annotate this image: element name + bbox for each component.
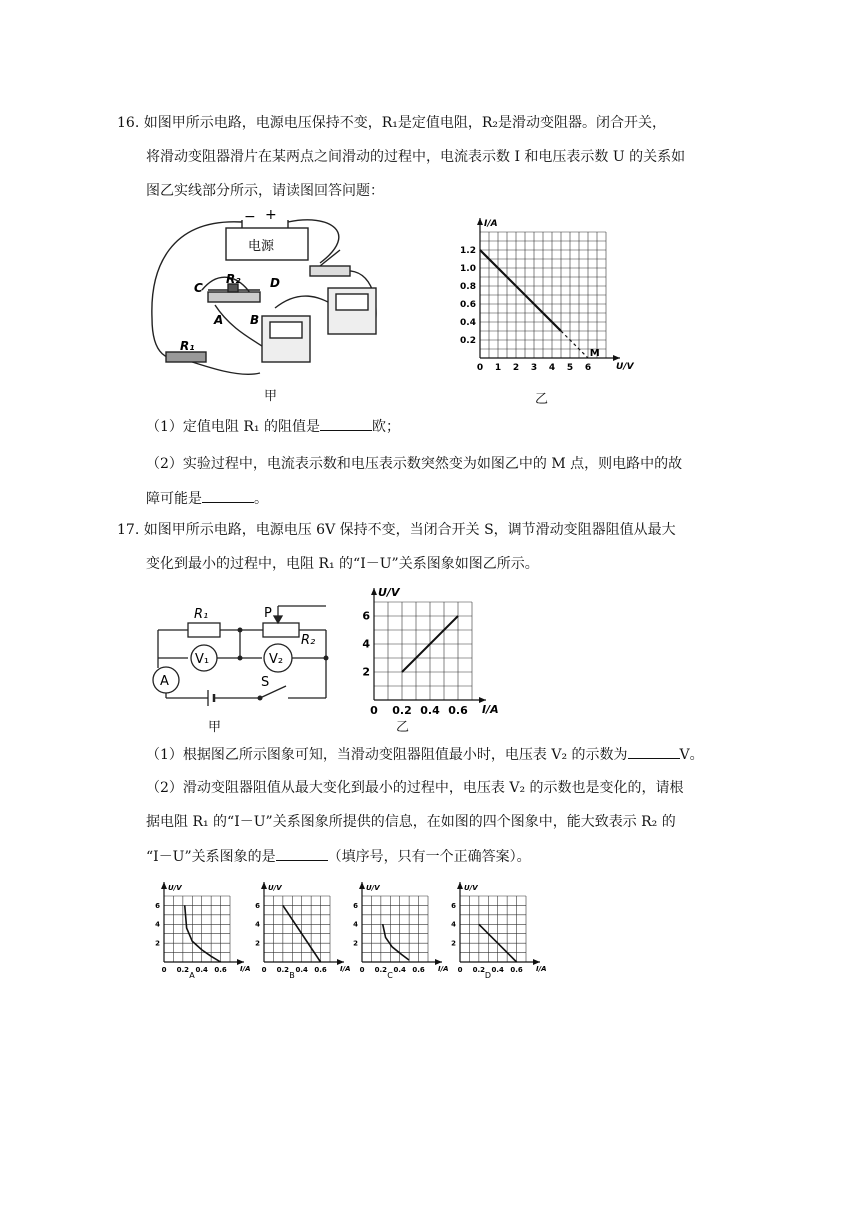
x-tick-label: 0.4 <box>393 966 406 974</box>
y-tick-label: 4 <box>255 920 260 929</box>
q16-sub2-line1: （2）实验过程中，电流表示数和电压表示数突然变为如图乙中的 M 点，则电路中的故 <box>146 456 683 472</box>
y-tick-label: 4 <box>362 637 370 651</box>
label-R1: R₁ <box>180 339 195 353</box>
x-axis-label: I/A <box>240 965 251 973</box>
y-axis-arrow <box>261 882 267 889</box>
x-tick-label: 0.2 <box>276 966 290 974</box>
option-label: A <box>189 971 195 980</box>
option-chart-c[interactable] <box>348 872 449 982</box>
y-tick-label: 4 <box>451 920 456 929</box>
q16-sub1: （1）定值电阻 R₁ 的阻值是 欧； <box>146 416 400 437</box>
y-tick-label: 6 <box>451 901 456 910</box>
q17-caption-jia: 甲 <box>208 720 222 735</box>
x-axis-label: U/V <box>616 362 634 372</box>
y-axis-arrow <box>477 218 483 225</box>
x-tick-label: 0.6 <box>214 966 227 974</box>
x-tick-label: 0 <box>457 966 463 974</box>
point-M-label: M <box>589 348 600 360</box>
y-tick-label: 2 <box>155 939 160 948</box>
switch-S-label: S <box>261 675 270 690</box>
x-axis-label: I/A <box>536 965 547 973</box>
x-tick-label: 4 <box>548 363 556 373</box>
y-tick-label: 0.6 <box>460 300 476 310</box>
x-tick-label: 0.2 <box>472 966 486 974</box>
q17-sub2-line3: “I－U”关系图象的是 （填序号，只有一个正确答案）。 <box>146 846 531 867</box>
y-axis-arrow <box>457 882 463 889</box>
y-tick-label: 6 <box>155 901 160 910</box>
y-tick-label: 0.8 <box>460 282 476 292</box>
answer-blank[interactable] <box>320 416 372 431</box>
label-R2: R₂ <box>226 272 241 286</box>
q17-chart <box>352 578 502 718</box>
y-tick-label: 4 <box>155 920 160 929</box>
power-source-label: 电源 <box>248 239 275 254</box>
x-tick-label: 0 <box>476 363 484 373</box>
option-curve <box>383 924 409 960</box>
x-tick-label: 0.2 <box>374 966 388 974</box>
x-axis-label: I/A <box>438 965 449 973</box>
q16-sub2-line2: 障可能是 。 <box>146 488 268 509</box>
q17-sub2-line2: 据电阻 R₁ 的“I－U”关系图象所提供的信息，在如图的四个图象中，能大致表示 R₂ 的 <box>146 814 676 830</box>
x-tick-label: 0.4 <box>195 966 208 974</box>
label-A: A <box>214 313 224 327</box>
q17-line1: 17. 如图甲所示电路，电源电压 6V 保持不变，当闭合开关 S，调节滑动变阻器阻值从最大 <box>117 522 676 538</box>
ammeter-label: A <box>160 674 169 689</box>
y-tick-label: 2 <box>451 939 456 948</box>
y-axis-label: I/A <box>484 219 498 229</box>
data-line-solid <box>480 250 561 331</box>
label-P: P <box>264 606 272 621</box>
x-tick-label: 0.4 <box>491 966 504 974</box>
q16-caption-jia: 甲 <box>264 389 278 404</box>
answer-blank[interactable] <box>276 846 328 861</box>
x-tick-label: 0.6 <box>412 966 425 974</box>
y-axis-label: U/V <box>366 884 380 892</box>
y-tick-label: 1.2 <box>460 246 476 256</box>
q17-sub1: （1）根据图乙所示图象可知，当滑动变阻器阻值最小时，电压表 V₂ 的示数为 V。 <box>146 744 704 765</box>
y-tick-label: 1.0 <box>460 264 476 274</box>
label-D: D <box>270 276 280 290</box>
x-tick-label: 1 <box>494 363 502 373</box>
y-tick-label: 0.2 <box>460 336 476 346</box>
x-tick-label: 0.6 <box>314 966 327 974</box>
q16-number: 16. <box>117 115 140 131</box>
label-B: B <box>250 313 260 327</box>
x-tick-label: 0.6 <box>448 704 468 717</box>
x-axis-arrow <box>613 355 620 361</box>
label-R2: R₂ <box>301 633 316 648</box>
x-tick-label: 0.6 <box>510 966 523 974</box>
battery-plus-label: + <box>265 207 277 223</box>
x-tick-label: 0.4 <box>420 704 440 717</box>
q16-chart <box>458 212 638 382</box>
y-axis-arrow <box>371 588 377 595</box>
y-axis-label: U/V <box>464 884 478 892</box>
y-tick-label: 6 <box>362 609 370 623</box>
y-axis-arrow <box>359 882 365 889</box>
q16-circuit-figure <box>150 208 390 378</box>
label-R1: R₁ <box>194 607 209 622</box>
x-tick-label: 3 <box>530 363 538 373</box>
data-line-dashed <box>561 331 588 358</box>
q16-caption-yi: 乙 <box>535 392 549 407</box>
q17-line2: 变化到最小的过程中，电阻 R₁ 的“I－U”关系图象如图乙所示。 <box>146 556 539 572</box>
y-axis-label: U/V <box>168 884 182 892</box>
x-axis-label: I/A <box>340 965 351 973</box>
y-axis-arrow <box>161 882 167 889</box>
y-tick-label: 2 <box>362 665 370 679</box>
option-chart-b[interactable] <box>250 872 351 982</box>
y-tick-label: 4 <box>353 920 358 929</box>
y-tick-label: 6 <box>353 901 358 910</box>
q16-line2: 将滑动变阻器滑片在某两点之间滑动的过程中，电流表示数 I 和电压表示数 U 的关系如 <box>146 149 686 165</box>
x-tick-label: 5 <box>566 363 574 373</box>
y-tick-label: 6 <box>255 901 260 910</box>
option-chart-d[interactable] <box>446 872 547 982</box>
x-tick-label: 0 <box>359 966 365 974</box>
x-tick-label: 0 <box>261 966 267 974</box>
option-label: D <box>484 971 492 980</box>
option-label: B <box>289 971 295 980</box>
q16-line3: 图乙实线部分所示，请读图回答问题： <box>146 183 384 199</box>
voltmeter-v1-label: V₁ <box>195 652 210 667</box>
q17-circuit-schematic <box>148 600 338 720</box>
x-tick-label: 0 <box>370 704 378 717</box>
x-tick-label: 0.2 <box>176 966 190 974</box>
y-tick-label: 0.4 <box>460 318 476 328</box>
y-axis-label: U/V <box>378 586 400 599</box>
y-tick-label: 2 <box>353 939 358 948</box>
battery-minus-label: − <box>244 209 256 225</box>
answer-blank[interactable] <box>628 744 680 759</box>
x-tick-label: 0 <box>161 966 167 974</box>
answer-blank[interactable] <box>202 488 254 503</box>
q17-sub2-line1: （2）滑动变阻器阻值从最大变化到最小的过程中，电压表 V₂ 的示数也是变化的，请根 <box>146 780 684 796</box>
q17-number: 17. <box>117 522 140 538</box>
q16-line1: 16. 如图甲所示电路，电源电压保持不变，R₁是定值电阻，R₂是滑动变阻器。闭合开关， <box>117 115 667 131</box>
y-axis-label: U/V <box>268 884 282 892</box>
q17-caption-yi: 乙 <box>396 720 410 735</box>
y-tick-label: 2 <box>255 939 260 948</box>
x-tick-label: 0.4 <box>295 966 308 974</box>
label-C: C <box>194 281 203 295</box>
option-chart-a[interactable] <box>150 872 251 982</box>
x-tick-label: 2 <box>512 363 520 373</box>
x-tick-label: 0.2 <box>392 704 412 717</box>
x-axis-label: I/A <box>482 703 499 716</box>
option-label: C <box>387 971 393 980</box>
x-tick-label: 6 <box>584 363 592 373</box>
voltmeter-v2-label: V₂ <box>269 652 284 667</box>
